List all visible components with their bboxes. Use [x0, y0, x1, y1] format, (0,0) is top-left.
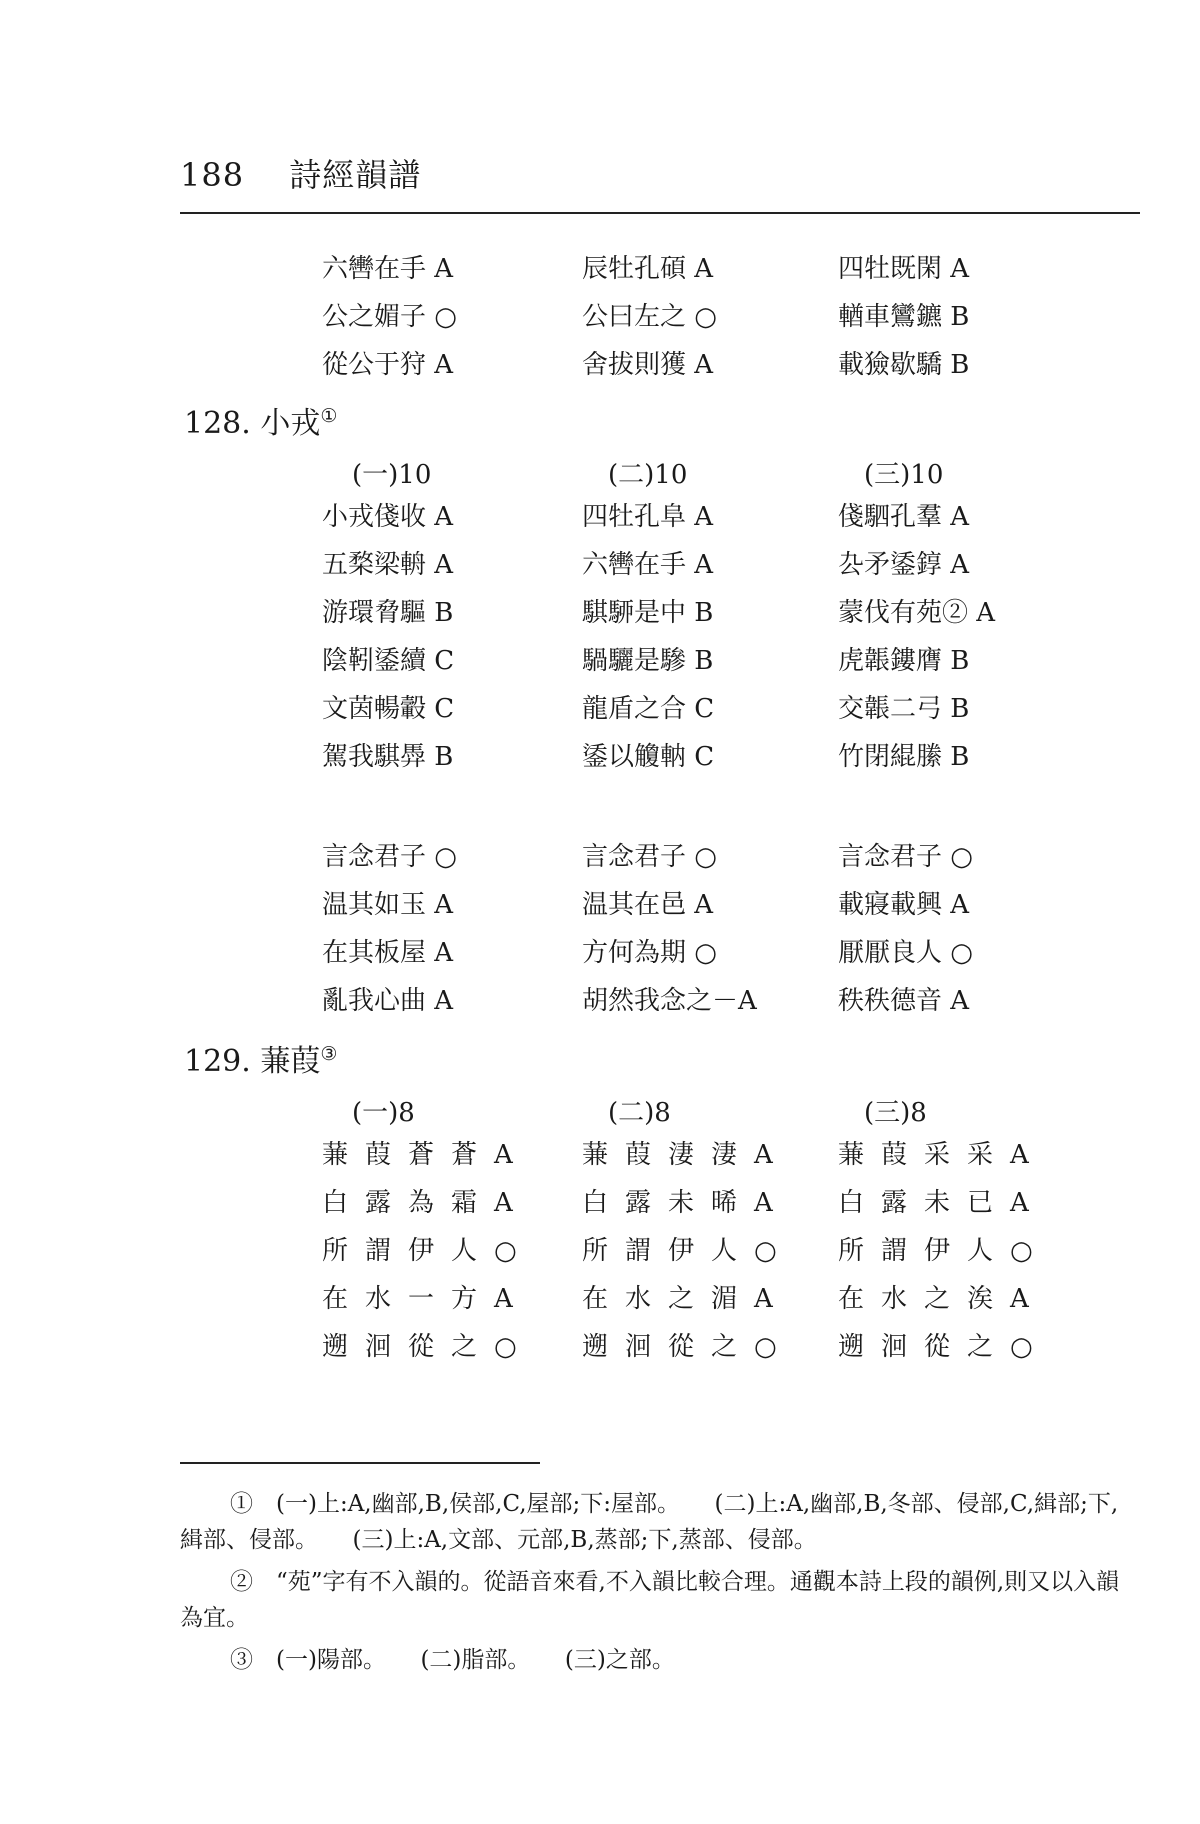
- stanza-heading: (一)8: [352, 1098, 415, 1128]
- verse-line: 白露未晞A: [582, 1188, 790, 1218]
- verse-line: 蒹葭蒼蒼A: [322, 1140, 530, 1170]
- poem-title-text: 128. 小戎: [184, 406, 321, 441]
- verse-line: 在其板屋 A: [322, 938, 454, 968]
- verse-line: 蒙伐有苑② A: [838, 598, 996, 628]
- footnotes: [180, 1486, 1140, 1684]
- stanza-heading: (三)8: [864, 1098, 927, 1128]
- poem-title-text: 129. 蒹葭: [184, 1044, 321, 1079]
- verse-line: 竹閉緄縢 B: [838, 742, 970, 772]
- verse-line: 所謂伊人○: [582, 1236, 794, 1266]
- verse-line: 舍拔則獲 A: [582, 350, 714, 380]
- verse-line: 言念君子 ○: [322, 842, 457, 872]
- verse-line: 胡然我念之－A: [582, 986, 757, 1016]
- header-rule: [180, 212, 1140, 214]
- verse-line: 四牡孔阜 A: [582, 502, 714, 532]
- verse-line: 蒹葭采采A: [838, 1140, 1046, 1170]
- footnote-rule: [180, 1462, 540, 1464]
- verse-line: 在水之涘A: [838, 1284, 1046, 1314]
- verse-line: 在水一方A: [322, 1284, 530, 1314]
- verse-line: 鋈以觼軜 C: [582, 742, 715, 772]
- stanza-heading: (一)10: [352, 460, 432, 490]
- verse-line: 所謂伊人○: [838, 1236, 1050, 1266]
- footnote-3: ③ (一)陽部。 (二)脂部。 (三)之部。: [230, 1647, 675, 1673]
- footnote-marker: ③: [320, 1043, 338, 1065]
- verse-line: 方何為期 ○: [582, 938, 717, 968]
- stanza-heading: (三)10: [864, 460, 944, 490]
- stanza-heading: (二)10: [608, 460, 688, 490]
- verse-line: 六轡在手 A: [322, 254, 454, 284]
- verse-line: 言念君子 ○: [582, 842, 717, 872]
- verse-line: 遡洄從之○: [838, 1332, 1050, 1362]
- verse-line: 小戎俴收 A: [322, 502, 454, 532]
- verse-line: 載獫歇驕 B: [838, 350, 970, 380]
- verse-line: 從公于狩 A: [322, 350, 454, 380]
- verse-line: 辰牡孔碩 A: [582, 254, 714, 284]
- verse-line: 俴駟孔羣 A: [838, 502, 970, 532]
- verse-line: 陰靷鋈續 C: [322, 646, 455, 676]
- poem-title: [184, 398, 337, 442]
- footnote-2: ② “苑”字有不入韻的。從語音來看,不入韻比較合理。通觀本詩上段的韻例,則又以入韻為宜。: [180, 1569, 1120, 1631]
- verse-line: 騧驪是驂 B: [582, 646, 714, 676]
- verse-line: 文茵暢轂 C: [322, 694, 455, 724]
- running-header: [180, 150, 421, 196]
- verse-line: 所謂伊人○: [322, 1236, 534, 1266]
- verse-line: 公之媚子 ○: [322, 302, 457, 332]
- verse-line: 白露為霜A: [322, 1188, 530, 1218]
- verse-line: 虎韔鏤膺 B: [838, 646, 970, 676]
- verse-line: 公曰左之 ○: [582, 302, 717, 332]
- verse-line: 龍盾之合 C: [582, 694, 715, 724]
- verse-line: 駕我騏馵 B: [322, 742, 454, 772]
- verse-line: 六轡在手 A: [582, 550, 714, 580]
- verse-line: 厹矛鋈錞 A: [838, 550, 970, 580]
- verse-line: 蒹葭淒淒A: [582, 1140, 790, 1170]
- verse-line: 在水之湄A: [582, 1284, 790, 1314]
- poem-title: [184, 1036, 337, 1080]
- verse-line: 厭厭良人 ○: [838, 938, 973, 968]
- verse-line: 騏駵是中 B: [582, 598, 714, 628]
- footnote-marker: ①: [320, 405, 338, 427]
- verse-line: 亂我心曲 A: [322, 986, 454, 1016]
- book-title: 詩經韻譜: [289, 156, 422, 194]
- verse-line: 遡洄從之○: [582, 1332, 794, 1362]
- verse-line: 交韔二弓 B: [838, 694, 970, 724]
- verse-line: 秩秩德音 A: [838, 986, 970, 1016]
- footnote-1: ① (一)上:A,幽部,B,侯部,C,屋部;下:屋部。 (二)上:A,幽部,B,冬部、侵部,C,緝部;下,緝部、侵部。 (三)上:A,文部、元部,B,蒸部;下,蒸部、侵部。: [180, 1491, 1119, 1553]
- page-number: 188: [180, 156, 245, 194]
- verse-line: 遡洄從之○: [322, 1332, 534, 1362]
- verse-line: 五楘梁輈 A: [322, 550, 454, 580]
- verse-line: 言念君子 ○: [838, 842, 973, 872]
- verse-line: 游環脅驅 B: [322, 598, 454, 628]
- verse-line: 温其在邑 A: [582, 890, 714, 920]
- verse-line: 輶車鸞鑣 B: [838, 302, 970, 332]
- stanza-heading: (二)8: [608, 1098, 671, 1128]
- verse-line: 白露未已A: [838, 1188, 1046, 1218]
- verse-line: 載寢載興 A: [838, 890, 970, 920]
- verse-line: 四牡既閑 A: [838, 254, 970, 284]
- verse-line: 温其如玉 A: [322, 890, 454, 920]
